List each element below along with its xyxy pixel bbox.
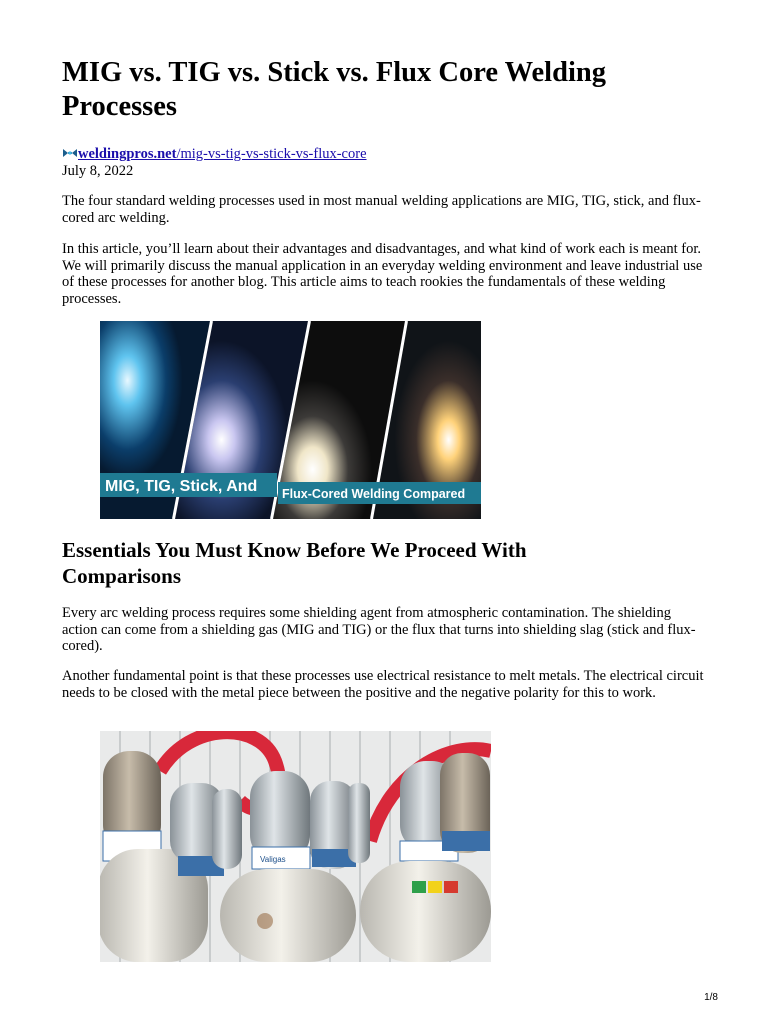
section-paragraph: Another fundamental point is that these processes use electrical resistance to melt metals. The electrical circuit needs to be closed with the metal piece between the positive and the negative polarity for this to work. — [62, 668, 704, 701]
gas-cylinders-image — [100, 731, 491, 962]
page-number: 1/8 — [704, 992, 718, 1003]
image-caption-left: MIG, TIG, Stick, And — [105, 478, 258, 495]
publish-date: July 8, 2022 — [62, 163, 134, 179]
source-line — [62, 146, 367, 163]
section-heading: Essentials You Must Know Before We Proceed With Comparisons — [62, 538, 527, 588]
cylinder — [440, 753, 490, 853]
site-logo-icon — [62, 146, 78, 160]
section-paragraph: Every arc welding process requires some shielding agent from atmospheric contamination. The shielding action can come from a shielding gas (MIG and TIG) or the flux that turns into shielding slag (stick and flux-cored). — [62, 605, 696, 654]
cylinder-label: Valigas — [260, 855, 286, 864]
intro-paragraph: The four standard welding processes used in most manual welding applications are MIG, TIG, stick, and flux-cored arc welding. — [62, 193, 701, 226]
source-path: /mig-vs-tig-vs-stick-vs-flux-core — [176, 146, 367, 162]
page-title: MIG vs. TIG vs. Stick vs. Flux Core Welding Processes — [62, 57, 606, 122]
cylinder — [170, 783, 242, 876]
image-caption-right: Flux-Cored Welding Compared — [282, 487, 466, 501]
cylinder — [310, 781, 370, 869]
welding-processes-image — [100, 321, 481, 519]
intro-paragraph: In this article, you’ll learn about their advantages and disadvantages, and what kind of work each is meant for. We will primarily discuss the manual application in an everyday welding environment and leave industrial use of these processes for another blog. This article aims to teach rookies the fundamentals of these welding processes. — [62, 241, 703, 307]
source-link[interactable] — [78, 146, 367, 162]
source-domain: weldingpros.net — [78, 146, 177, 162]
